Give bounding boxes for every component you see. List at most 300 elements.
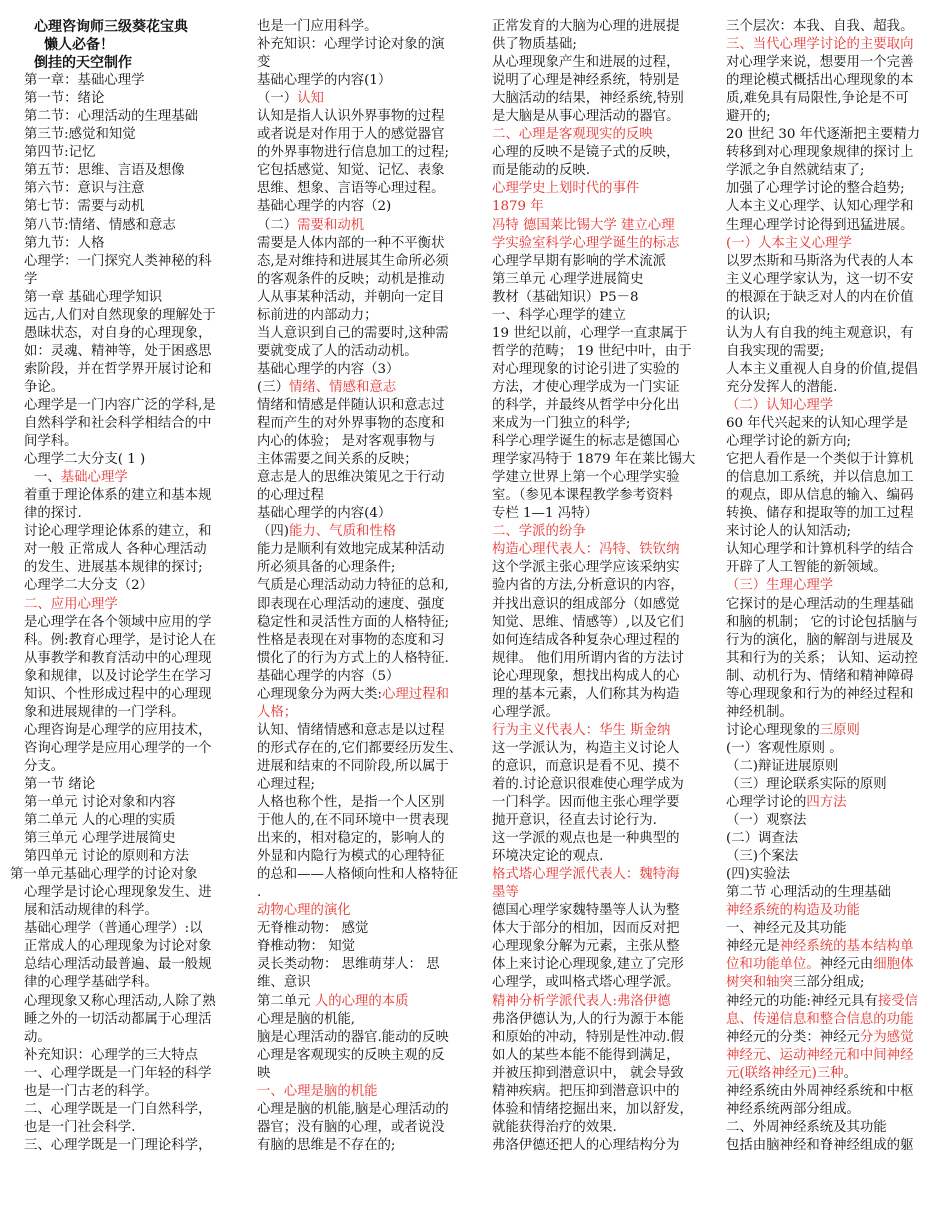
text-line: [726, 956, 936, 974]
text-line: [24, 1029, 229, 1047]
text-line: [257, 848, 467, 866]
text-line: [492, 974, 702, 992]
line-text: 知识、个性形成过程中的心理现: [24, 686, 212, 702]
text-line: [24, 1137, 229, 1155]
line-text: 三、心理学既是一门理论科学，: [24, 1137, 212, 1153]
text-line: [257, 740, 467, 758]
line-text: 心理的反映不是镜子式的反映，: [492, 145, 680, 161]
line-text: 间学科。: [24, 434, 78, 450]
text-line: [24, 956, 229, 974]
line-text: 弗洛伊德认为,人的行为源于本能: [492, 1011, 684, 1027]
text-line: [257, 72, 467, 90]
line-text: 补充知识：心理学讨论对象的演: [257, 37, 445, 53]
text-line: [257, 559, 467, 577]
text-line: [726, 469, 936, 487]
text-line: [10, 866, 229, 884]
text-line: [257, 343, 467, 361]
line-text: 认为人有自我的纯主观意识，有: [726, 325, 914, 341]
line-text: 气质是心理活动动力特征的总和,: [257, 578, 449, 594]
line-text: 即表现在心理活动的速度、强度: [257, 596, 445, 612]
text-line: [24, 253, 229, 271]
text-line: [24, 830, 229, 848]
highlight-text: 接受信: [877, 993, 918, 1009]
text-line: [257, 505, 467, 523]
line-text: 一、心理学既是一门年轻的科学: [24, 1065, 212, 1081]
text-line: [24, 1119, 229, 1137]
text-line: [24, 126, 229, 144]
line-text: 就能获得治疗的效果.: [492, 1119, 617, 1135]
line-text: 精神疾病。把压抑到潜意识中的: [492, 1083, 680, 1099]
text-line: [257, 126, 467, 144]
text-line: [24, 325, 229, 343]
text-line: [726, 289, 936, 307]
text-column-2: [257, 18, 467, 1155]
text-line: [492, 217, 702, 235]
text-line: [24, 668, 229, 686]
text-line: [492, 632, 702, 650]
text-line: [257, 1065, 467, 1083]
line-text: 大脑活动的结果，神经系统,特别: [492, 91, 684, 107]
line-text: 并被压抑到潜意识中， 就会导致: [492, 1065, 684, 1081]
line-text: 总结心理活动最普遍、最一般规: [24, 957, 212, 973]
text-line: [726, 740, 936, 758]
line-text: 第一单元基础心理学的讨论对象: [10, 867, 198, 883]
line-text: 第二单元 人的心理的实质: [24, 813, 176, 829]
line-text: 神经机制。: [726, 704, 793, 720]
line-text: 律的探讨.: [24, 506, 82, 522]
text-line: [24, 632, 229, 650]
line-text: 律的心理学基础学科。: [24, 975, 158, 991]
line-text: 德国心理学家魏特墨等人认为整: [492, 903, 680, 919]
line-text: 展和活动规律的科学。: [24, 903, 158, 919]
line-text: 脑是心理活动的器官.能动的反映: [257, 1029, 449, 1045]
text-line: [726, 18, 936, 36]
text-line: [726, 415, 936, 433]
text-line: [257, 596, 467, 614]
text-line: [24, 415, 229, 433]
text-line: [492, 577, 702, 595]
text-line: [257, 217, 467, 235]
text-line: [24, 1065, 229, 1083]
line-text: 基础心理学的内容(1）: [257, 73, 392, 89]
text-line: [492, 415, 702, 433]
line-text: 的外界事物进行信息加工的过程;: [257, 145, 449, 161]
text-line: [257, 1083, 467, 1101]
line-text: (三）: [257, 379, 290, 395]
line-text: 学派之争自然就结束了;: [726, 163, 865, 179]
line-text: 理的基本元素，人们称其为构造: [492, 686, 680, 702]
line-text: 认知心理学和计算机科学的结合: [726, 542, 914, 558]
line-text: 生理心理学讨论得到迅猛进展。: [726, 217, 914, 233]
text-line: [257, 289, 467, 307]
line-text: 体验和情绪挖掘出来，加以舒发，: [492, 1101, 693, 1117]
text-line: [726, 758, 936, 776]
text-line: [257, 614, 467, 632]
text-line: [492, 253, 702, 271]
text-line: [492, 1065, 702, 1083]
line-text: 态,是对维持和进展其生命所必须: [257, 253, 449, 269]
line-text: 神经系统两部分组成。: [726, 1101, 860, 1117]
line-text: .: [257, 885, 262, 901]
line-text: 索阶段，并在哲学界开展讨论和: [24, 361, 212, 377]
text-line: [24, 1047, 229, 1065]
line-text: 体大于部分的相加，因而反对把: [492, 921, 680, 937]
line-text: 自我实现的需要;: [726, 343, 825, 359]
text-line: [726, 1101, 936, 1119]
line-text: 位和功能单位。: [726, 957, 820, 973]
text-line: [257, 938, 467, 956]
line-text: 争论。: [24, 379, 65, 395]
line-text: 它包括感觉、知觉、记忆、表象: [257, 163, 445, 179]
line-text: 的形式存在的,它们都要经历发生、: [257, 740, 463, 756]
line-text: 第三节:感觉和知觉: [24, 127, 136, 143]
text-line: [492, 1083, 702, 1101]
line-text: 标前进的内部动力；: [257, 307, 378, 323]
line-text: 进展和结束的不同阶段,所以属于: [257, 758, 449, 774]
text-line: [726, 722, 936, 740]
text-line: [492, 614, 702, 632]
line-text: 人从事某种活动，并朝向一定目: [257, 289, 445, 305]
text-line: [726, 451, 936, 469]
text-line: [726, 974, 936, 992]
text-line: [257, 974, 467, 992]
text-line: [726, 343, 936, 361]
line-text: 二、学派的纷争: [492, 524, 586, 540]
text-line: [726, 180, 936, 198]
text-line: [492, 1137, 702, 1155]
text-line: [24, 614, 229, 632]
line-text: 它把人看作是一个类似于计算机: [726, 452, 914, 468]
line-text: 的科学，并最终从哲学中分化出: [492, 397, 680, 413]
text-line: [726, 1011, 936, 1029]
text-line: [257, 1137, 467, 1155]
line-text: 人格；: [257, 704, 298, 720]
text-line: [257, 812, 467, 830]
line-text: （二）: [257, 217, 298, 233]
line-text: 基础心理学的内容（5）: [257, 668, 400, 684]
text-line: [24, 198, 229, 216]
highlight-text: 四方法: [806, 795, 847, 811]
text-line: [726, 1137, 936, 1155]
highlight-text: 认知: [297, 91, 324, 107]
text-line: [726, 379, 936, 397]
line-text: 的意识，而意识是看不见、摸不: [492, 758, 680, 774]
line-text: 的根源在于缺乏对人的内在价值: [726, 289, 914, 305]
text-line: [492, 812, 702, 830]
text-line: [24, 271, 229, 289]
line-text: 和脑的机制； 它的讨论包括脑与: [726, 614, 918, 630]
line-text: 制、动机行为、情绪和精神障碍: [726, 668, 914, 684]
text-line: [257, 36, 467, 54]
text-line: [24, 794, 229, 812]
line-text: 一、神经元及其功能: [726, 921, 847, 937]
text-line: [257, 415, 467, 433]
line-text: 心理学是讨论心理现象发生、进: [24, 885, 212, 901]
line-text: 心理现象分解为元素，主张从整: [492, 939, 680, 955]
line-text: 神经系统由外周神经系统和中枢: [726, 1083, 914, 1099]
line-text: 它探讨的是心理活动的生理基础: [726, 596, 914, 612]
line-text: 的理论模式概括出心理现象的本: [726, 73, 914, 89]
line-text: (一）客观性原则 。: [726, 740, 843, 756]
text-line: [257, 577, 467, 595]
text-line: [24, 289, 229, 307]
text-line: [726, 1083, 936, 1101]
text-line: [257, 1047, 467, 1065]
text-line: [24, 108, 229, 126]
text-line: [726, 487, 936, 505]
line-text: 来讨论人的认知活动;: [726, 524, 852, 540]
text-line: [257, 1029, 467, 1047]
text-line: [726, 126, 936, 144]
line-text: 避开的;: [726, 109, 771, 125]
line-text: 这一学派的观点也是一种典型的: [492, 831, 680, 847]
line-text: 要就变成了人的活动动机。: [257, 343, 418, 359]
line-text: 来成为一门独立的科学;: [492, 416, 631, 432]
line-text: 心理是客观现实的反映主观的反: [257, 1047, 445, 1063]
line-text: 懒人必备！: [44, 37, 114, 54]
text-line: [726, 812, 936, 830]
line-text: 第一节 绪论: [24, 776, 96, 792]
text-line: [24, 397, 229, 415]
text-column-1: [10, 18, 229, 1155]
text-line: [492, 343, 702, 361]
line-text: 神经元的分类：神经元: [726, 1029, 860, 1045]
text-line: [492, 541, 702, 559]
line-text: 第四节:记忆: [24, 145, 96, 161]
line-text: 也是一门古老的科学。: [24, 1083, 158, 1099]
text-line: [24, 974, 229, 992]
line-text: 人本主义心理学、认知心理学和: [726, 199, 914, 215]
text-line: [257, 956, 467, 974]
text-line: [726, 162, 936, 180]
text-line: [24, 487, 229, 505]
text-line: [257, 830, 467, 848]
line-text: 的观点，即从信息的输入、编码: [726, 488, 914, 504]
text-line: [257, 361, 467, 379]
text-line: [24, 235, 229, 253]
line-text: 第二单元: [257, 993, 315, 1009]
text-line: [257, 794, 467, 812]
text-line: [24, 144, 229, 162]
text-line: [492, 235, 702, 253]
text-line: [257, 541, 467, 559]
line-text: 墨等: [492, 885, 519, 901]
line-text: 如：灵魂、精神等，处于困惑思: [24, 343, 212, 359]
highlight-text: 神经系统的基本结构单: [779, 939, 914, 955]
text-line: [726, 866, 936, 884]
text-line: [492, 397, 702, 415]
line-text: 学实验室科学心理学诞生的标志: [492, 235, 680, 251]
line-text: 行为的演化，脑的解剖与进展及: [726, 632, 914, 648]
line-text: 愚昧状态，对自身的心理现象，: [24, 325, 212, 341]
text-line: [726, 217, 936, 235]
line-text: 着的.讨论意识很难使心理学成为: [492, 776, 684, 792]
text-line: [492, 271, 702, 289]
line-text: 1879 年: [492, 199, 544, 215]
line-text: 着重于理论体系的建立和基本规: [24, 488, 212, 504]
line-text: 等心理现象和行为的神经过程和: [726, 686, 914, 702]
text-line: [24, 722, 229, 740]
highlight-text: 需要和动机: [297, 217, 365, 233]
text-line: [492, 776, 702, 794]
line-text: (二）调查法: [726, 831, 799, 847]
text-line: [492, 704, 702, 722]
line-text: 于他人的,在不同环境中一贯表现: [257, 813, 449, 829]
text-line: [726, 559, 936, 577]
line-text: (四)实验法: [726, 867, 791, 883]
line-text: 树突和轴突: [726, 975, 793, 991]
text-line: [492, 469, 702, 487]
text-line: [726, 650, 936, 668]
text-line: [726, 433, 936, 451]
line-text: 倒挂的天空制作: [34, 55, 132, 72]
line-text: 远古,人们对自然现象的理解处于: [24, 307, 216, 323]
text-line: [726, 632, 936, 650]
line-text: 如何连结成各种复杂心理过程的: [492, 632, 680, 648]
text-line: [492, 956, 702, 974]
text-line: [492, 884, 702, 902]
line-text: 有脑的思维是不存在的;: [257, 1137, 396, 1153]
line-text: 这个学派主张心理学应该采纳实: [492, 560, 680, 576]
line-text: 象和进展规律的一门学科。: [24, 704, 185, 720]
line-text: 心理现象分为两大类:: [257, 686, 383, 702]
line-text: 这一学派认为，构造主义讨论人: [492, 740, 680, 756]
line-text: 第一节：绪论: [24, 91, 105, 107]
text-line: [726, 90, 936, 108]
text-line: [726, 235, 936, 253]
text-line: [726, 830, 936, 848]
line-text: 器官；没有脑的心理，或者说没: [257, 1119, 445, 1135]
line-text: 精神分析学派代表人:弗洛伊德: [492, 993, 671, 1009]
line-text: 行为主义代表人：华生 斯金纳: [492, 722, 671, 738]
text-line: [257, 18, 467, 36]
line-text: 环境决定论的观点.: [492, 849, 604, 865]
line-text: 也是一门应用科学。: [257, 19, 378, 34]
line-text: 第二节 心理活动的生理基础: [726, 885, 891, 901]
line-text: 三个层次：本我、自我、超我。: [726, 19, 914, 34]
line-text: 体上来讨论心理现象,建立了完形: [492, 957, 684, 973]
line-text: （三）生理心理学: [726, 578, 834, 594]
text-line: [492, 307, 702, 325]
text-line: [492, 758, 702, 776]
text-line: [257, 108, 467, 126]
text-line: [726, 902, 936, 920]
text-line: [492, 1029, 702, 1047]
line-text-tail: 神经元由: [819, 957, 874, 973]
text-line: [726, 108, 936, 126]
line-text: 对心理现象的讨论引进了实验的: [492, 361, 680, 377]
text-line: [726, 848, 936, 866]
text-column-3: [492, 18, 702, 1155]
text-line: [24, 740, 229, 758]
text-line: [24, 920, 229, 938]
line-text-tail: 三部分组成;: [792, 975, 865, 991]
line-text: 第九节：人格: [24, 235, 105, 251]
text-line: [24, 433, 229, 451]
highlight-text: 基础心理学: [60, 470, 128, 486]
line-text: 思维、想象、言语等心理过程。: [257, 181, 445, 197]
text-line: [492, 54, 702, 72]
text-line: [492, 18, 702, 36]
text-line: [257, 162, 467, 180]
text-line: [24, 54, 229, 72]
text-line: [257, 180, 467, 198]
text-line: [492, 487, 702, 505]
text-line: [492, 668, 702, 686]
text-line: [257, 451, 467, 469]
line-text: 性格是表现在对事物的态度和习: [257, 632, 445, 648]
text-line: [24, 505, 229, 523]
text-line: [24, 812, 229, 830]
line-text: 也是一门社会科学.: [24, 1119, 136, 1135]
text-line: [492, 198, 702, 216]
text-line: [726, 541, 936, 559]
text-line: [257, 487, 467, 505]
line-text: 意志是人的思维决策见之于行动: [257, 470, 445, 486]
line-text: 神经元、运动神经元和中间神经: [726, 1047, 914, 1063]
line-text: 心理学讨论的: [726, 795, 807, 811]
text-line: [726, 704, 936, 722]
text-line: [492, 686, 702, 704]
text-line: [24, 776, 229, 794]
text-line: [24, 1011, 229, 1029]
line-text: 出来的，相对稳定的，影响人的: [257, 831, 445, 847]
line-text: 动物心理的演化: [257, 903, 351, 919]
line-text: 哲学的范畴； 19 世纪中叶，由于: [492, 343, 692, 359]
text-line: [726, 686, 936, 704]
text-line: [492, 162, 702, 180]
text-line: [257, 144, 467, 162]
text-line: [492, 848, 702, 866]
line-text: 第七节：需要与动机: [24, 199, 145, 215]
line-text: 的总和——人格倾向性和人格特征: [257, 867, 458, 883]
text-line: [24, 523, 229, 541]
line-text: 弗洛伊德还把人的心理结构分为: [492, 1137, 680, 1153]
text-line: [257, 397, 467, 415]
text-line: [24, 577, 229, 595]
text-line: [492, 289, 702, 307]
highlight-text: 情绪、情感和意志: [289, 379, 397, 395]
text-line: [726, 884, 936, 902]
line-text: 转移到对心理现象规律的探讨上: [726, 145, 914, 161]
line-text: 科学心理学诞生的标志是德国心: [492, 434, 680, 450]
text-line: [257, 866, 467, 884]
line-text: 质,难免具有局限性,争论是不可: [726, 91, 909, 107]
text-line: [24, 1083, 229, 1101]
line-text: 惯化了的行为方式上的人格特征.: [257, 650, 449, 666]
text-line: [257, 668, 467, 686]
line-text: 一、: [34, 470, 61, 486]
text-line: [492, 1119, 702, 1137]
text-line: [492, 433, 702, 451]
text-line: [492, 920, 702, 938]
line-text: 映: [257, 1065, 271, 1081]
line-text: 内心的体验； 是对客观事物与: [257, 434, 436, 450]
line-text: 第三单元 心理学进展简史: [492, 271, 644, 287]
text-line: [726, 1065, 936, 1083]
line-text: 认知、情绪情感和意志是以过程: [257, 722, 445, 738]
line-text: 方法，才使心理学成为一门实证: [492, 379, 680, 395]
line-text: 稳定性和灵活性方面的人格特征;: [257, 614, 449, 630]
text-line: [24, 938, 229, 956]
text-line: [492, 1011, 702, 1029]
line-text: 冯特 德国莱比锡大学 建立心理: [492, 217, 675, 233]
text-line: [492, 830, 702, 848]
line-text: 二、心理是客观现实的反映: [492, 127, 653, 143]
line-text: 理学家冯特于 1879 年在莱比锡大: [492, 452, 696, 468]
text-line: [492, 650, 702, 668]
line-text: 脊椎动物： 知觉: [257, 939, 355, 955]
